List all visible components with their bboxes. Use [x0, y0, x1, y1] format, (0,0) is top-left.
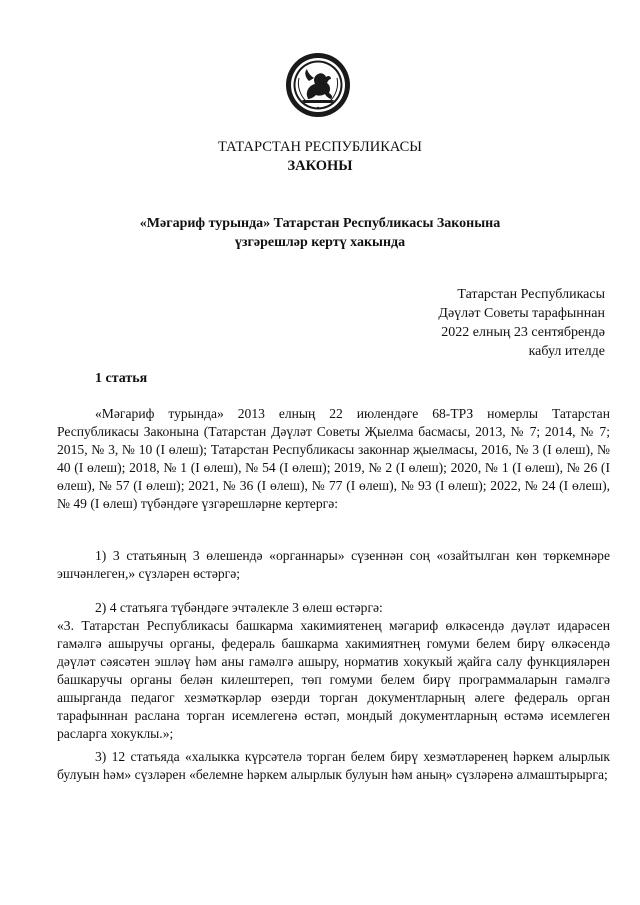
paragraph-item-2: 2) 4 статьяга түбәндәге эчтәлекле 3 өлеш өстәргә: «3. Татарстан Республикасы башкарма хакимиятенең мәгариф өлкәсендә дәүләт идарәсен гамәлгә ашыручы органы, федераль башкарма хакимиятнең гомуми белем бирү өлкәсендә дәүләт сәясәтен эшләү һәм аны гамәлгә ашыру, норматив хокукый җайга салу функцияләрен башкаручы органы белән килештереп, төп гомуми белем бирү программаларын гамәлгә ашырганда педагог хезмәткәрләр өзерди торган документларның әлеге федераль орган тарафыннан раслана торган исемлегенә өстәп, мондый документларның өстәмә исемлеген расларга хокуклы.»; — [57, 600, 610, 741]
adoption-note — [438, 285, 605, 361]
coat-of-arms-icon — [285, 52, 351, 118]
paragraph-item-3: 3) 12 статьяда «халыкка күрсәтелә торган белем бирү хезмәтләренең һәркем алырлык булуын һәм» сүзләрен «белемне һәркем алырлык булуын һәм аның» сүзләренә алмаштырырга; — [57, 749, 610, 782]
document-type: ЗАКОНЫ — [287, 158, 353, 174]
adoption-note-line-2: Дәүләт Советы тарафыннан — [438, 306, 605, 321]
paragraph-item-1: 1) 3 статьяның 3 өлешендә «органнары» сүзеннән соң «озайтылган көн төркемнәре эшчәнлеген,» сүзләрен өстәргә; — [57, 548, 610, 581]
adoption-note-line-4: кабул ителде — [528, 344, 605, 359]
law-title-line-1: «Мәгариф турында» Татарстан Республикасы Законына — [139, 216, 501, 231]
republic-name: ТАТАРСТАН РЕСПУБЛИКАСЫ — [218, 139, 422, 155]
adoption-note-line-3: 2022 елның 23 сентябрендә — [441, 325, 605, 340]
law-title-line-2: үзгәрешләр кертү хакында — [234, 235, 406, 250]
article-heading: 1 статья — [95, 371, 148, 386]
adoption-note-line-1: Татарстан Республикасы — [457, 287, 605, 302]
paragraph-main: «Мәгариф турында» 2013 елның 22 июлендәге 68-ТРЗ номерлы Татарстан Республикасы Законына (Татарстан Дәүләт Советы Җыелма басмасы, 2013, № 7; 2014, № 7; 2015, № 3, № 10 (I өлеш); Татарстан Республикасы законнар җыелмасы, 2016, № 3 (I өлеш), № 40 (I өлеш); 2018, № 1 (I өлеш), № 54 (I өлеш); 2019, № 2 (I өлеш); 2020, № 1 (I өлеш), № 26 (I өлеш), № 57 (I өлеш); 2021, № 36 (I өлеш), № 77 (I өлеш), № 93 (I өлеш); 2022, № 24 (I өлеш), № 49 (I өлеш) түбәндәге үзгәрешләрне кертергә: — [57, 406, 610, 511]
law-title — [0, 214, 640, 252]
